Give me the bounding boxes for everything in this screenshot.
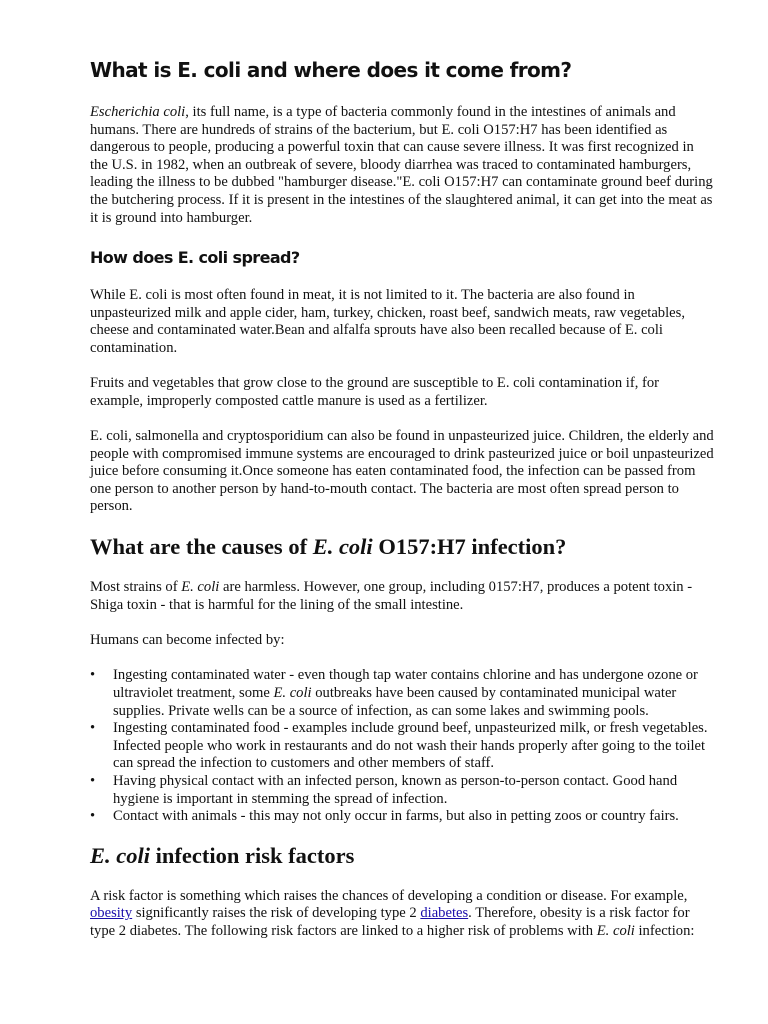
italic-escherichia-coli: Escherichia coli <box>90 104 186 120</box>
list-item-water-a: Ingesting contaminated water - even though tap water contains chlorine and has undergone ozone or ultraviolet treatment, some <box>113 667 698 702</box>
heading-risk-italic: E. coli <box>90 842 150 868</box>
infection-routes-list <box>90 667 715 825</box>
paragraph-ecoli-intro-text: , its full name, is a type of bacteria commonly found in the intestines of animals and humans. There are hundreds of strains of the bacterium, but E. coli O157:H7 has been identified as dangerous to people, producing a powerful toxin that can cause severe illness. It was first recognized in the U.S. in 1982, when an outbreak of severe, bloody diarrhea was traced to contaminated hamburgers, leading the illness to be dubbed "hamburger disease."E. coli O157:H7 can contaminate ground beef during the butchering process. If it is present in the intestines of the slaughtered animal, it can get into the meat as it is ground into hamburger. <box>90 104 713 226</box>
heading-how-spread: How does E. coli spread? <box>90 248 300 268</box>
paragraph-causes-strains-a: Most strains of <box>90 579 182 596</box>
paragraph-risk-d: infection: <box>634 922 695 939</box>
heading-causes-italic: E. coli <box>312 534 373 560</box>
diabetes-link[interactable]: diabetes <box>420 905 469 922</box>
paragraph-causes-strains <box>90 579 715 614</box>
heading-causes <box>90 533 715 561</box>
list-item-contact: • Having physical contact with an infected person, known as person-to-person contact. Good hand hygiene is important in stemming the spread of infection. <box>113 773 715 808</box>
heading-risk-text: infection risk factors <box>150 842 355 868</box>
obesity-link[interactable]: obesity <box>90 905 133 922</box>
paragraph-humans-infected: Humans can become infected by: <box>90 632 285 649</box>
paragraph-causes-strains-b: are harmless. However, one group, including 0157:H7, produces a potent toxin - Shiga toxin - that is harmful for the lining of the small intestine. <box>90 579 693 614</box>
paragraph-spread-juice: E. coli, salmonella and cryptosporidium can also be found in unpasteurized juice. Children, the elderly and people with compromised immune systems are encouraged to drink pasteurized juice or boil unpasteurized juice before consuming it.Once someone has eaten contaminated food, the infection can be passed from one person to another person by hand-to-mouth contact. The bacteria are most often spread person to person. <box>90 427 714 515</box>
paragraph-ecoli-intro <box>90 104 715 227</box>
heading-causes-part-a: What are the causes of <box>90 534 313 560</box>
list-item-food: • Ingesting contaminated food - examples include ground beef, unpasteurized milk, or fresh vegetables. Infected people who work in restaurants and do not wash their hands properly after going to the toilet can spread the infection to customers and other members of staff. <box>113 720 715 773</box>
heading-what-is-ecoli: What is E. coli and where does it come from? <box>90 58 572 82</box>
list-item-water-italic: E. coli <box>273 685 312 702</box>
paragraph-risk-factors <box>90 888 715 941</box>
paragraph-risk-c: . Therefore, obesity is a risk factor for type 2 diabetes. The following risk factors are linked to a higher risk of problems with <box>90 905 690 939</box>
paragraph-spread-vegetables: Fruits and vegetables that grow close to the ground are susceptible to E. coli contamination if, for example, improperly composted cattle manure is used as a fertilizer. <box>90 375 660 409</box>
paragraph-causes-strains-italic: E. coli <box>181 579 220 596</box>
paragraph-risk-italic: E. coli <box>596 922 635 939</box>
paragraph-spread-meat: While E. coli is most often found in meat, it is not limited to it. The bacteria are also found in unpasteurized milk and apple cider, ham, turkey, chicken, roast beef, sandwich meats, raw vegetables, cheese and contaminated water.Bean and alfalfa sprouts have also been recalled because of E. coli contamination. <box>90 287 685 356</box>
heading-causes-part-b: O157:H7 infection? <box>372 534 567 560</box>
list-item-water <box>113 667 715 720</box>
paragraph-risk-b: significantly raises the risk of developing type 2 <box>132 905 421 922</box>
list-item-water-b: outbreaks have been caused by contaminated municipal water supplies. Private wells can be a source of infection, as can some lakes and swimming pools. <box>113 685 677 719</box>
heading-risk-factors <box>90 842 715 870</box>
document-page <box>90 56 715 958</box>
list-item-animals: • Contact with animals - this may not only occur in farms, but also in petting zoos or country fairs. <box>113 808 715 826</box>
paragraph-risk-a: A risk factor is something which raises the chances of developing a condition or disease. For example, <box>90 887 688 904</box>
